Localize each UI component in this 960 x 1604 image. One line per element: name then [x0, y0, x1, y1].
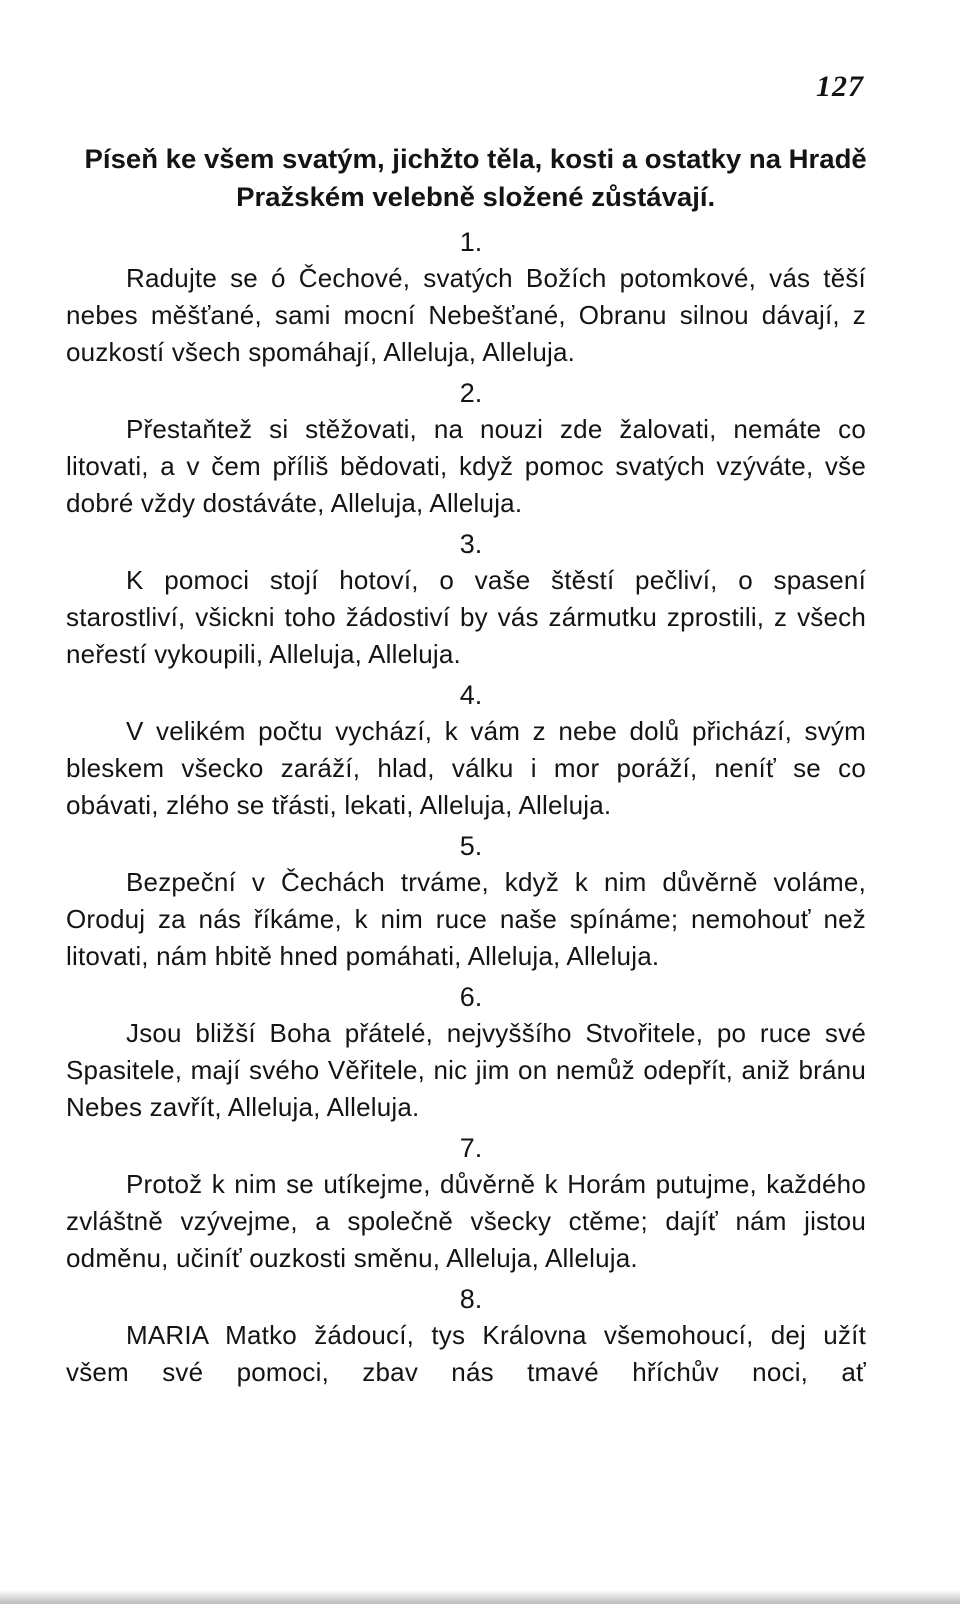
stanza — [66, 1281, 866, 1391]
stanza-number: 6. — [459, 982, 483, 1012]
stanza-number: 5. — [459, 831, 483, 861]
stanza-text: Protož k nim se utíkejme, důvěrně k Horám putujme, každého zvláštně vzývejme, a společně všecky ctěme; dajíť nám jistou odměnu, učiníť ouzkosti směnu, Alleluja, Alleluja. — [66, 1169, 866, 1273]
stanza-text: K pomoci stojí hotoví, o vaše štěstí pečliví, o spasení starostliví, všickni toho žádostiví by vás zármutku zprostili, z všech neřestí vykoupili, Alleluja, Alleluja. — [66, 565, 866, 669]
stanza — [66, 828, 866, 975]
song-title: Píseň ke všem svatým, jichžto těla, kosti a ostatky na Hradě Pražském velebně složené zůstávají. — [84, 144, 867, 212]
stanza-list — [66, 224, 866, 1395]
stanza-number: 8. — [459, 1284, 483, 1314]
stanza — [66, 677, 866, 824]
stanza — [66, 224, 866, 371]
stanza — [66, 1130, 866, 1277]
stanza-text: Bezpeční v Čechách trváme, když k nim důvěrně voláme, Oroduj za nás říkáme, k nim ruce naše spínáme; nemohouť než litovati, nám hbitě hned pomáhati, Alleluja, Alleluja. — [66, 867, 866, 971]
stanza-number: 3. — [459, 529, 483, 559]
stanza-number: 2. — [459, 378, 483, 408]
stanza-text: Radujte se ó Čechové, svatých Božích potomkové, vás těší nebes měšťané, sami mocní Nebešťané, Obranu silnou dávají, z ouzkostí všech spomáhají, Alleluja, Alleluja. — [66, 263, 866, 367]
scan-edge — [0, 1590, 960, 1604]
page-number: 127 — [816, 70, 864, 103]
stanza — [66, 375, 866, 522]
stanza-text: V velikém počtu vychází, k vám z nebe dolů přichází, svým bleskem všecko zaráží, hlad, válku i mor poráží, neníť se co obávati, zlého se třásti, lekati, Alleluja, Alleluja. — [66, 716, 866, 820]
stanza-number: 1. — [459, 227, 483, 257]
stanza-number: 4. — [459, 680, 483, 710]
stanza-text: MARIA Matko žádoucí, tys Královna všemohoucí, dej užít všem své pomoci, zbav nás tmavé hříchův noci, ať — [66, 1320, 866, 1387]
stanza — [66, 979, 866, 1126]
stanza-number: 7. — [459, 1133, 483, 1163]
stanza-text: Jsou bližší Boha přátelé, nejvyššího Stvořitele, po ruce své Spasitele, mají svého Věřitele, nic jim on nemůž odepřít, aniž bránu Nebes zavřít, Alleluja, Alleluja. — [66, 1018, 866, 1122]
stanza — [66, 526, 866, 673]
stanza-text: Přestaňtež si stěžovati, na nouzi zde žalovati, nemáte co litovati, a v čem příliš bědovati, když pomoc svatých vzýváte, vše dobré vždy dostáváte, Alleluja, Alleluja. — [66, 414, 866, 518]
